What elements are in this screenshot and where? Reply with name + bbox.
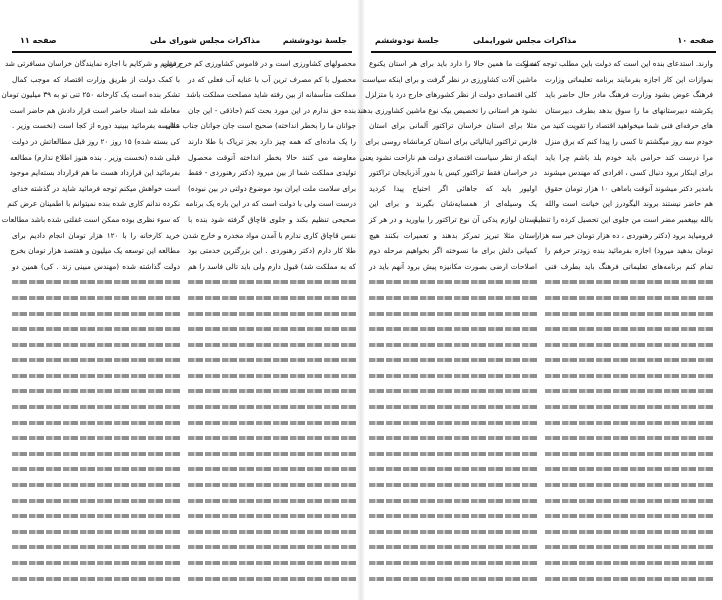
- text-line: خودم سه روز میگشتم تا کسی را پیدا کنم که برق منزل: [545, 136, 713, 146]
- text-line: بفرمائید این قرارداد هست ما هم قرارداد بسته‌ایم موجود: [9, 168, 180, 178]
- text-line: یکرشته دبیرستانهای ما را سوق بدهد بطرف دبیرستان: [545, 105, 713, 115]
- illegible-text-line: [545, 508, 713, 524]
- illegible-text-line: [12, 337, 180, 353]
- illegible-text-line: [369, 274, 537, 290]
- text-column-left: [357, 56, 537, 586]
- illegible-text-line: [369, 430, 537, 446]
- illegible-text-line: [369, 446, 537, 462]
- illegible-text-line: [369, 337, 537, 353]
- right-page: [357, 0, 722, 600]
- text-line: استان لوازم یدکی آن نوع تراکتور را بیاورید و در هر کز: [369, 214, 537, 224]
- text-line: نفس قاچاق کاری ندارم با آمدن مواد مخدره و خارج شدن: [182, 230, 356, 240]
- illegible-text-line: [12, 352, 180, 368]
- text-line: نشود هر استانی را تخصیص بیک نوع ماشین کشاورزی بدهند: [357, 105, 537, 115]
- illegible-text-line: [188, 571, 356, 587]
- illegible-text-line: [12, 555, 180, 571]
- illegible-text-line: [545, 290, 713, 306]
- illegible-text-line: [369, 352, 537, 368]
- illegible-text-line: [545, 337, 713, 353]
- illegible-text-line: [188, 493, 356, 509]
- text-line: اصلاحات ارضی بصورت مکانیزه پیش برود آنهم باید در: [369, 261, 537, 271]
- illegible-text-line: [369, 477, 537, 493]
- illegible-text-line: [545, 493, 713, 509]
- illegible-text-line: [369, 306, 537, 322]
- illegible-text-line: [545, 539, 713, 555]
- page-number: صفحه ۱۰: [677, 36, 714, 45]
- illegible-text-line: [12, 274, 180, 290]
- illegible-text-line: [369, 415, 537, 431]
- illegible-text-line: [369, 399, 537, 415]
- illegible-text-line: [545, 524, 713, 540]
- text-line: جوانان ما را بخطر انداخته) صحیح است جان جوانان جناب عالی: [165, 121, 356, 131]
- illegible-text-line: [369, 321, 537, 337]
- text-line: کلی اقتصادی دولت از نظر کشورهای خارج درد یا متزلزل: [365, 90, 537, 100]
- illegible-text-line: [545, 555, 713, 571]
- illegible-text-line: [545, 274, 713, 290]
- text-line: محصولهای کشاورزی است و در قاموس کشاورزی کم خرج ترین: [162, 59, 356, 68]
- text-line: تشکر بنده است یک کارخانه ۲۵۰ تنی تو به ۳۹ میلیون تومان: [1, 90, 180, 100]
- text-line: هم حاضر نیستند بروند الیگودرز این خیانت است والله: [545, 199, 713, 209]
- text-line: برای اینکار برود دنبال کسی ، افرادی که مهندس میشوند: [543, 168, 713, 178]
- text-line: معامله شد اسناد حاضر است قرار دادش هم حاضر است: [9, 105, 180, 115]
- illegible-text-line: [369, 555, 537, 571]
- illegible-text-line: [188, 446, 356, 462]
- illegible-text-line: [545, 430, 713, 446]
- text-line: خرید کارخانه را با ۱۲۰ هزار تومان انجام دادیم برای: [12, 230, 180, 240]
- illegible-text-line: [188, 508, 356, 524]
- text-line: مرا درست کند حرامی باید خودم بلد باشم چرا باید: [545, 152, 713, 162]
- text-line: دولت گذاشته شده (مهندس مبینی زند . کی) همین دو: [12, 261, 180, 271]
- text-line: مثلا برای استان خراسان تراکتور آلمانی برای استان: [369, 121, 537, 131]
- illegible-text-line: [188, 524, 356, 540]
- illegible-text-line: [188, 306, 356, 322]
- text-line: با کمک دولت از طریق وزارت اقتصاد که موجب کمال: [12, 74, 180, 84]
- text-line: فارس تراکتور ایتالیائی برای استان کرمانشاه روسی برای: [365, 136, 537, 146]
- text-line: محصول با کم مصرف ترین آب با عنایه آب فعلی که در: [188, 74, 356, 84]
- illegible-text-line: [369, 539, 537, 555]
- illegible-text-line: [188, 383, 356, 399]
- text-line: اینکه از نظر سیاست اقتصادی دولت هم ناراحت نشود یعنی: [359, 152, 537, 162]
- illegible-text-line: [545, 477, 713, 493]
- text-line: کی بسته شده) ۱۵ روز ۲۰ روز قبل مطالعاتش در دولت: [12, 136, 180, 146]
- illegible-text-line: [369, 368, 537, 384]
- illegible-text-line: [188, 555, 356, 571]
- illegible-text-line: [12, 383, 180, 399]
- illegible-text-line: [12, 290, 180, 306]
- illegible-text-line: [12, 399, 180, 415]
- illegible-text-line: [12, 508, 180, 524]
- text-line: طلا کار دارم (دکتر رهنوردی . این بزرگترین خدمتی بود: [188, 246, 356, 256]
- text-line: ماشین آلات کشاورزی در نظر گرفت و برای اینکه سیاست: [362, 74, 537, 84]
- text-column-right: [524, 56, 713, 586]
- text-column-right: [162, 56, 356, 586]
- illegible-text-line: [12, 524, 180, 540]
- illegible-text-line: [12, 477, 180, 493]
- illegible-text-line: [188, 477, 356, 493]
- illegible-text-line: [369, 461, 537, 477]
- text-line: تمام کنم برنامه‌های تعلیماتی فرهنگ باید بطرف فنی: [545, 261, 713, 271]
- illegible-text-line: [188, 352, 356, 368]
- running-title: مذاکرات مجلس شورایملی: [473, 36, 577, 45]
- text-line: بموازات این کار اجازه بفرمایند برنامه تعلیماتی وزارت: [545, 74, 713, 84]
- text-line: در خراسان فقط تراکتور کیس یا بدور آذربایجان تراکتور: [369, 168, 537, 178]
- illegible-text-line: [188, 430, 356, 446]
- text-line: که سوء نظری بوده ممکن است غفلتی شده باشد مطالعات: [1, 214, 180, 224]
- text-line: مقایسه بفرمائید ببینید دوره از کجا است (نخست وزیر .: [12, 121, 180, 131]
- text-line: که به مملکت شد) قبول دارم ولی باید تالی فاسد را هم: [188, 261, 356, 271]
- text-line: وارند. استدعای بنده این است که دولت باین مطلب توجه کند و: [524, 59, 713, 68]
- illegible-text-line: [369, 290, 537, 306]
- running-title: مذاکرات مجلس شورای ملی: [150, 36, 261, 45]
- illegible-text-line: [545, 321, 713, 337]
- text-line: قبلی شده (نخست وزیر . بنده هنوز اطلاع ندارم) مطالعه: [10, 152, 180, 162]
- text-line: فرهنگ عوض بشود وزارت فرهنگ مادر حال حاضر باید: [545, 90, 713, 100]
- session-label: جلسهٔ نودوششم: [375, 36, 440, 45]
- text-line: فرومیاید برود (دکتر رهنوردی ، ده هزار تومان خیر سه هزار: [535, 230, 713, 240]
- illegible-text-line: [12, 368, 180, 384]
- illegible-text-line: [545, 383, 713, 399]
- illegible-text-line: [12, 306, 180, 322]
- header-rule: [371, 51, 716, 53]
- text-line: را یک ماده‌ای که همه چیز دارد بجز تریاک با طلا دارند: [188, 136, 356, 146]
- text-line: مملکت متأسفانه از بین رفته شاید مصلحت مملکت باشد: [186, 90, 356, 100]
- text-line: است خواهش میکنم توجه فرمائید شاید در گذشته خدای: [12, 183, 180, 193]
- illegible-text-line: [369, 524, 537, 540]
- text-line: های حرفه‌ای فنی شما میخواهید اقتصاد را تقویت کنید من: [540, 121, 713, 131]
- text-line: بنده حق ندارم در این مورد بحث کنم (حاذقی - این جان: [188, 105, 356, 115]
- text-line: برای سلامت ملت ایران بود موضوع دولتی در بین نبوده): [188, 183, 356, 193]
- text-line: یک وسیله‌ای از همسایه‌شان بگیرند و برای این: [369, 199, 537, 209]
- illegible-text-line: [369, 383, 537, 399]
- text-line: بالله بپیغمبر مضر است من جلوی این تحصیل کرده را تنظیم: [533, 214, 713, 224]
- illegible-text-line: [188, 274, 356, 290]
- illegible-text-line: [369, 571, 537, 587]
- header-rule: [12, 51, 352, 53]
- session-label: جلسهٔ نودوششم: [282, 36, 347, 45]
- text-line: تولیدی مملکت شما از بین میرود (دکتر رهنوردی - فقط: [188, 168, 356, 178]
- illegible-text-line: [545, 368, 713, 384]
- illegible-text-line: [545, 306, 713, 322]
- illegible-text-line: [545, 415, 713, 431]
- text-line: صحیحی تنظیم بکند و جلوی قاچاق گرفته شود بنده با: [188, 214, 356, 224]
- illegible-text-line: [369, 493, 537, 509]
- illegible-text-line: [545, 571, 713, 587]
- illegible-text-line: [12, 493, 180, 509]
- text-line: کمپانی دلش برای ما نسوخته اگر بخواهیم مرحله دوم: [369, 246, 537, 256]
- illegible-text-line: [188, 399, 356, 415]
- illegible-text-line: [369, 508, 537, 524]
- text-line: بامدیر دکتر میشوند آنوقت باماهی ۱۰ هزار تومان حقوق: [545, 183, 713, 193]
- illegible-text-line: [12, 571, 180, 587]
- illegible-text-line: [188, 321, 356, 337]
- illegible-text-line: [12, 415, 180, 431]
- illegible-text-line: [188, 337, 356, 353]
- illegible-text-line: [188, 461, 356, 477]
- illegible-text-line: [188, 290, 356, 306]
- text-line: درست است ولی با دولت است که در این باره یک برنامه: [185, 199, 356, 209]
- page-number: صفحه ۱۱: [20, 36, 57, 45]
- text-line: استان مثلا تبریز تمرکز بدهند و تعمیرات بکنند هیچ: [369, 230, 537, 240]
- text-line: تومان بدهید میرود) اجازه بفرمائید بنده زودتر حرفم را: [545, 246, 713, 256]
- text-line: مطالعه این توسعه یک میلیون و هفتصد هزار تومان بخرج: [10, 246, 180, 256]
- illegible-text-line: [12, 321, 180, 337]
- text-column-left: [1, 56, 180, 586]
- text-line: رفقایم و شرکایم با اجازه نمایندگان خراسان مسافرتی شد: [4, 59, 180, 68]
- illegible-text-line: [545, 461, 713, 477]
- text-line: نکرده ندانم کاری شده بنده نمیتوانم با اطمینان عرض کنم: [7, 199, 180, 209]
- illegible-text-line: [545, 446, 713, 462]
- text-line: مملکت ما همین حالا را دارد باید برای هر استان یکنوع: [369, 59, 537, 68]
- text-line: معاوضه می کنند حالا بخطر انداخته آنوقت محصول: [188, 152, 356, 162]
- illegible-text-line: [188, 368, 356, 384]
- illegible-text-line: [12, 539, 180, 555]
- illegible-text-line: [12, 446, 180, 462]
- illegible-text-line: [12, 430, 180, 446]
- illegible-text-line: [545, 399, 713, 415]
- illegible-text-line: [545, 352, 713, 368]
- illegible-text-line: [188, 415, 356, 431]
- illegible-text-line: [188, 539, 356, 555]
- text-line: اولیور باید که جاهائی اگر احتیاج پیدا کردید: [369, 183, 537, 193]
- illegible-text-line: [12, 461, 180, 477]
